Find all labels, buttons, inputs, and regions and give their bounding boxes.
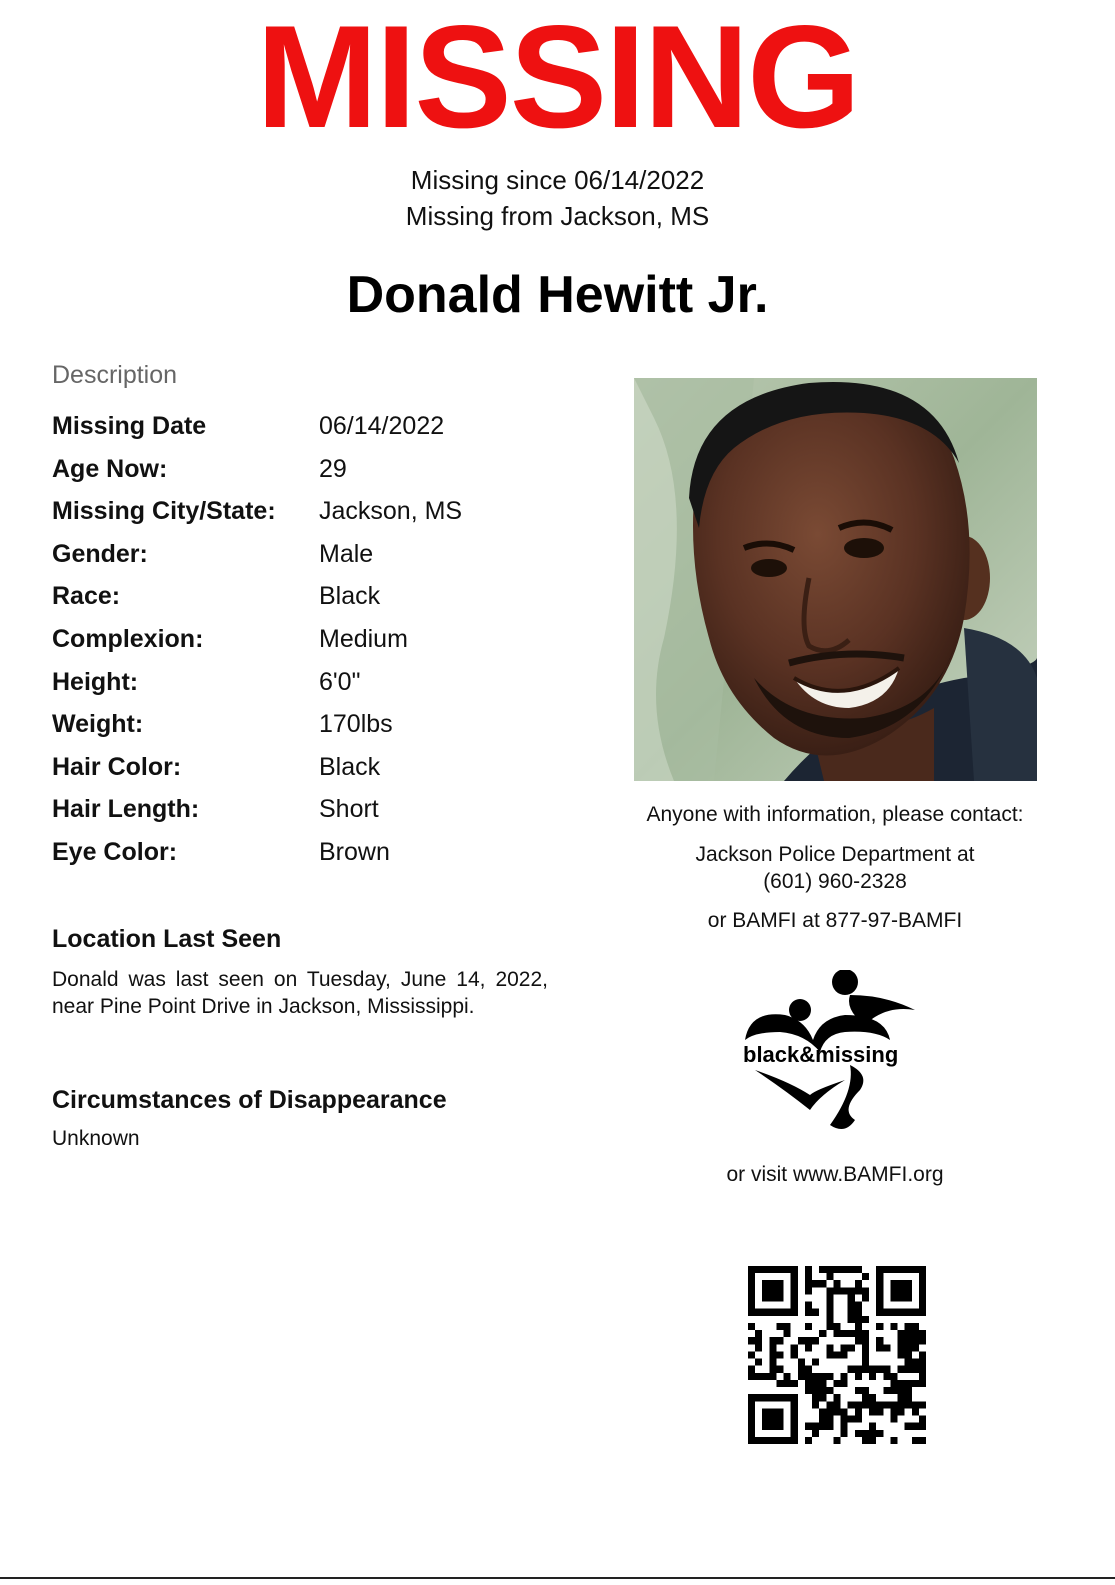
black-and-missing-logo xyxy=(735,970,945,1145)
fact-row xyxy=(52,661,572,704)
description-heading: Description xyxy=(52,361,178,389)
fact-row xyxy=(52,448,572,491)
location-heading: Location Last Seen xyxy=(52,925,282,953)
description-table xyxy=(52,405,572,874)
fact-row xyxy=(52,490,572,533)
fact-row xyxy=(52,575,572,618)
fact-row xyxy=(52,405,572,448)
fact-row xyxy=(52,703,572,746)
missing-info xyxy=(0,162,1115,234)
contact-agency-phone: (601) 960-2328 xyxy=(763,870,907,893)
fact-label: Complexion: xyxy=(52,624,204,653)
contact-agency-name: Jackson Police Department at xyxy=(695,843,975,866)
fact-label: Gender: xyxy=(52,539,148,568)
missing-since-text: Missing since 06/14/2022 xyxy=(410,165,705,195)
fact-value: Jackson, MS xyxy=(319,497,463,526)
page-bottom-rule xyxy=(0,1577,1115,1579)
logo-wordmark: black&missing xyxy=(743,1042,899,1067)
fact-row xyxy=(52,831,572,874)
circumstances-text: Unknown xyxy=(52,1127,140,1150)
fact-value: 06/14/2022 xyxy=(319,412,445,440)
fact-label: Eye Color: xyxy=(52,837,178,866)
fact-row xyxy=(52,618,572,661)
location-text: Donald was last seen on Tuesday, June 14, 2022, near Pine Point Drive in Jackson, Mississippi. xyxy=(52,968,548,1018)
contact-intro: Anyone with information, please contact: xyxy=(646,803,1024,826)
circumstances-heading: Circumstances of Disappearance xyxy=(52,1086,447,1114)
fact-value: Black xyxy=(319,582,381,611)
poster-headline: MISSING xyxy=(256,0,859,158)
fact-value: 6'0" xyxy=(319,667,361,696)
fact-label: Missing City/State: xyxy=(52,497,276,526)
fact-value: Black xyxy=(319,752,381,781)
fact-value: Short xyxy=(319,795,379,824)
fact-row xyxy=(52,788,572,831)
fact-value: 170lbs xyxy=(319,710,393,739)
fact-value: 29 xyxy=(319,454,347,483)
fact-value: Medium xyxy=(319,624,408,653)
contact-agency xyxy=(600,841,1070,895)
missing-person-photo xyxy=(634,378,1037,781)
contact-bamfi: or BAMFI at 877-97-BAMFI xyxy=(707,909,963,932)
fact-label: Height: xyxy=(52,667,139,696)
missing-from-text: Missing from Jackson, MS xyxy=(405,201,710,231)
fact-label: Race: xyxy=(52,582,121,611)
qr-code xyxy=(748,1266,926,1444)
fact-value: Brown xyxy=(319,837,390,866)
fact-label: Weight: xyxy=(52,710,144,739)
fact-value: Male xyxy=(319,539,374,568)
fact-label: Hair Color: xyxy=(52,752,182,781)
fact-label: Age Now: xyxy=(52,454,168,483)
contact-website: or visit www.BAMFI.org xyxy=(726,1163,944,1186)
fact-row xyxy=(52,533,572,576)
fact-row xyxy=(52,746,572,789)
person-name: Donald Hewitt Jr. xyxy=(346,266,769,324)
fact-label: Missing Date xyxy=(52,412,207,440)
fact-label: Hair Length: xyxy=(52,795,200,824)
